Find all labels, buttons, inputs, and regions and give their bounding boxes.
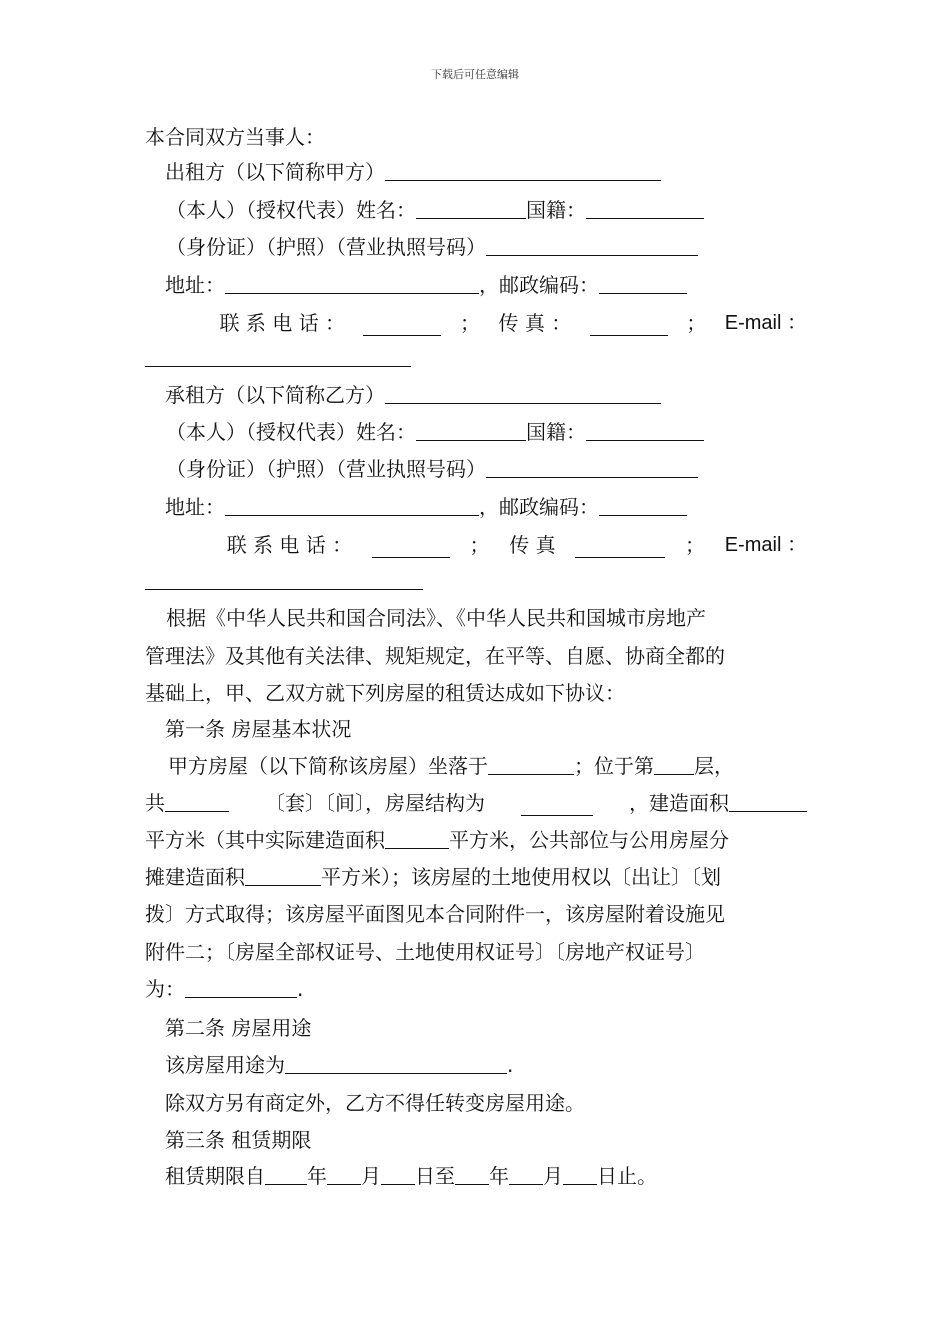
lessee-address-blank[interactable] — [225, 495, 479, 516]
article1-line-7 — [145, 976, 303, 1002]
article1-line-3 — [145, 827, 729, 853]
article1-text: 平方米）；该房屋的土地使用权以〔出让〕〔划 — [321, 865, 721, 889]
lessor-nationality-blank[interactable] — [586, 198, 704, 219]
lessor-label: 出租方（以下简称甲方） — [165, 160, 385, 184]
lessee-sep-2: ； — [685, 533, 706, 557]
lessee-postcode-blank[interactable] — [599, 495, 687, 516]
location-blank[interactable] — [488, 754, 574, 775]
lessor-postcode-blank[interactable] — [599, 273, 687, 294]
article1-text: 平方米（其中实际建造面积 — [145, 828, 385, 852]
article3-text: 月 — [543, 1164, 563, 1188]
article2-text: 该房屋用途为 — [165, 1053, 285, 1077]
article1-text: 摊建造面积 — [145, 865, 245, 889]
lessor-address-line — [165, 272, 687, 298]
lessee-nationality-blank[interactable] — [586, 420, 704, 441]
end-year-blank[interactable] — [455, 1164, 489, 1185]
article2-note: 除双方另有商定外，乙方不得任转变房屋用途。 — [165, 1091, 585, 1115]
lessee-email-label: E-mail ： — [724, 534, 807, 556]
article3-text: 月 — [361, 1164, 381, 1188]
lessee-phone-label: 联 系 电 话 ： — [226, 533, 353, 557]
article1-text: ，建造面积 — [629, 791, 729, 815]
preamble-line-3: 基础上，甲、乙双方就下列房屋的租赁达成如下协议： — [145, 681, 625, 705]
preamble-line-2: 管理法》及其他有关法律、规矩规定，在平等、自愿、协商全都的 — [145, 644, 725, 668]
end-month-blank[interactable] — [509, 1164, 543, 1185]
lessor-id-blank[interactable] — [486, 235, 698, 256]
lessor-sep-1: ； — [459, 311, 480, 335]
article1-line-6: 附件二；〔房屋全部权证号、土地使用权证号〕〔房地产权证号〕 — [145, 940, 705, 964]
structure-blank[interactable] — [521, 795, 593, 816]
lessee-blank[interactable] — [385, 383, 661, 404]
article3-text: 年 — [307, 1164, 327, 1188]
article1-text: 甲方房屋（以下简称该房屋）坐落于 — [168, 754, 488, 778]
lessor-address-blank[interactable] — [225, 273, 479, 294]
parties-title: 本合同双方当事人： — [145, 125, 325, 149]
article1-text: 共 — [145, 791, 165, 815]
article3-text: 日止。 — [597, 1164, 657, 1188]
shared-area-blank[interactable] — [245, 865, 321, 886]
lessee-postcode-label: ，邮政编码： — [479, 495, 599, 519]
lessee-name-blank[interactable] — [416, 420, 526, 441]
article1-text: ；位于第 — [574, 754, 654, 778]
lessor-phone-blank[interactable] — [363, 315, 441, 336]
floor-blank[interactable] — [654, 754, 694, 775]
lessee-label: 承租方（以下简称乙方） — [165, 383, 385, 407]
lessee-fax-blank[interactable] — [575, 537, 665, 558]
lessor-phone-label: 联 系 电 话 ： — [219, 311, 345, 335]
article1-line-1 — [168, 753, 734, 779]
lessor-name-blank[interactable] — [416, 198, 526, 219]
article3-title: 第三条 租赁期限 — [165, 1128, 312, 1152]
lessee-address-label: 地址： — [165, 495, 225, 519]
article1-line-2 — [145, 790, 807, 816]
use-blank[interactable] — [285, 1053, 507, 1074]
lessor-name-line — [166, 197, 704, 223]
lessor-address-label: 地址： — [165, 273, 225, 297]
article3-term-line — [165, 1163, 657, 1189]
lessee-address-line — [165, 494, 687, 520]
lessor-email-label: E-mail ： — [724, 312, 807, 334]
lessor-id-line — [166, 234, 698, 260]
lessor-email-blank[interactable] — [145, 346, 411, 367]
article1-text: 平方米，公共部位与公用房屋分 — [449, 828, 729, 852]
lessor-sep-2: ； — [686, 311, 707, 335]
lessee-line — [165, 382, 661, 408]
building-area-blank[interactable] — [729, 791, 807, 812]
article2-use-line — [165, 1052, 513, 1078]
lessee-email-blank[interactable] — [145, 569, 423, 590]
lessee-contact-line — [145, 532, 807, 558]
start-year-blank[interactable] — [265, 1164, 307, 1185]
article1-line-4 — [145, 864, 721, 890]
article1-text: . — [297, 977, 304, 1001]
article1-text: 〔套〕〔间〕，房屋结构为 — [265, 791, 485, 815]
lessor-contact-line — [145, 310, 807, 336]
article2-title: 第二条 房屋用途 — [165, 1016, 312, 1040]
preamble-line-1: 根据《中华人民共和国合同法》、《中华人民共和国城市房地产 — [166, 606, 706, 630]
article3-text: 租赁期限自 — [165, 1164, 265, 1188]
lessee-name-label: （本人）（授权代表）姓名： — [166, 420, 416, 444]
lessor-email-line — [145, 345, 411, 371]
header-note: 下载后可任意编辑 — [431, 68, 519, 81]
article2-text: . — [507, 1053, 514, 1077]
lessee-id-blank[interactable] — [486, 457, 698, 478]
lessee-email-line — [145, 568, 423, 594]
article1-text: 为： — [145, 977, 185, 1001]
lessee-fax-label: 传 真 — [509, 533, 556, 557]
lessor-fax-blank[interactable] — [590, 315, 668, 336]
article1-title: 第一条 房屋基本状况 — [165, 717, 352, 741]
lessor-postcode-label: ，邮政编码： — [479, 273, 599, 297]
lessor-id-label: （身份证）（护照）（营业执照号码） — [166, 235, 486, 259]
article3-text: 年 — [489, 1164, 509, 1188]
lessee-phone-blank[interactable] — [372, 537, 450, 558]
lessee-id-line — [166, 456, 698, 482]
start-month-blank[interactable] — [327, 1164, 361, 1185]
start-day-blank[interactable] — [381, 1164, 415, 1185]
lessee-sep-1: ； — [469, 533, 490, 557]
lessor-name-label: （本人）（授权代表）姓名： — [166, 198, 416, 222]
article1-line-5: 拨〕方式取得；该房屋平面图见本合同附件一，该房屋附着设施见 — [145, 902, 725, 926]
lessee-id-label: （身份证）（护照）（营业执照号码） — [166, 457, 486, 481]
end-day-blank[interactable] — [563, 1164, 597, 1185]
lessor-blank[interactable] — [385, 160, 661, 181]
lessee-nationality-label: 国籍： — [526, 420, 586, 444]
units-blank[interactable] — [165, 791, 229, 812]
lessee-name-line — [166, 419, 704, 445]
lessor-nationality-label: 国籍： — [526, 198, 586, 222]
lessor-line — [165, 159, 661, 185]
actual-area-blank[interactable] — [385, 828, 449, 849]
article1-text: 层， — [694, 754, 734, 778]
certificate-blank[interactable] — [185, 977, 297, 998]
lessor-fax-label: 传 真 ： — [498, 311, 572, 335]
article3-text: 日至 — [415, 1164, 455, 1188]
